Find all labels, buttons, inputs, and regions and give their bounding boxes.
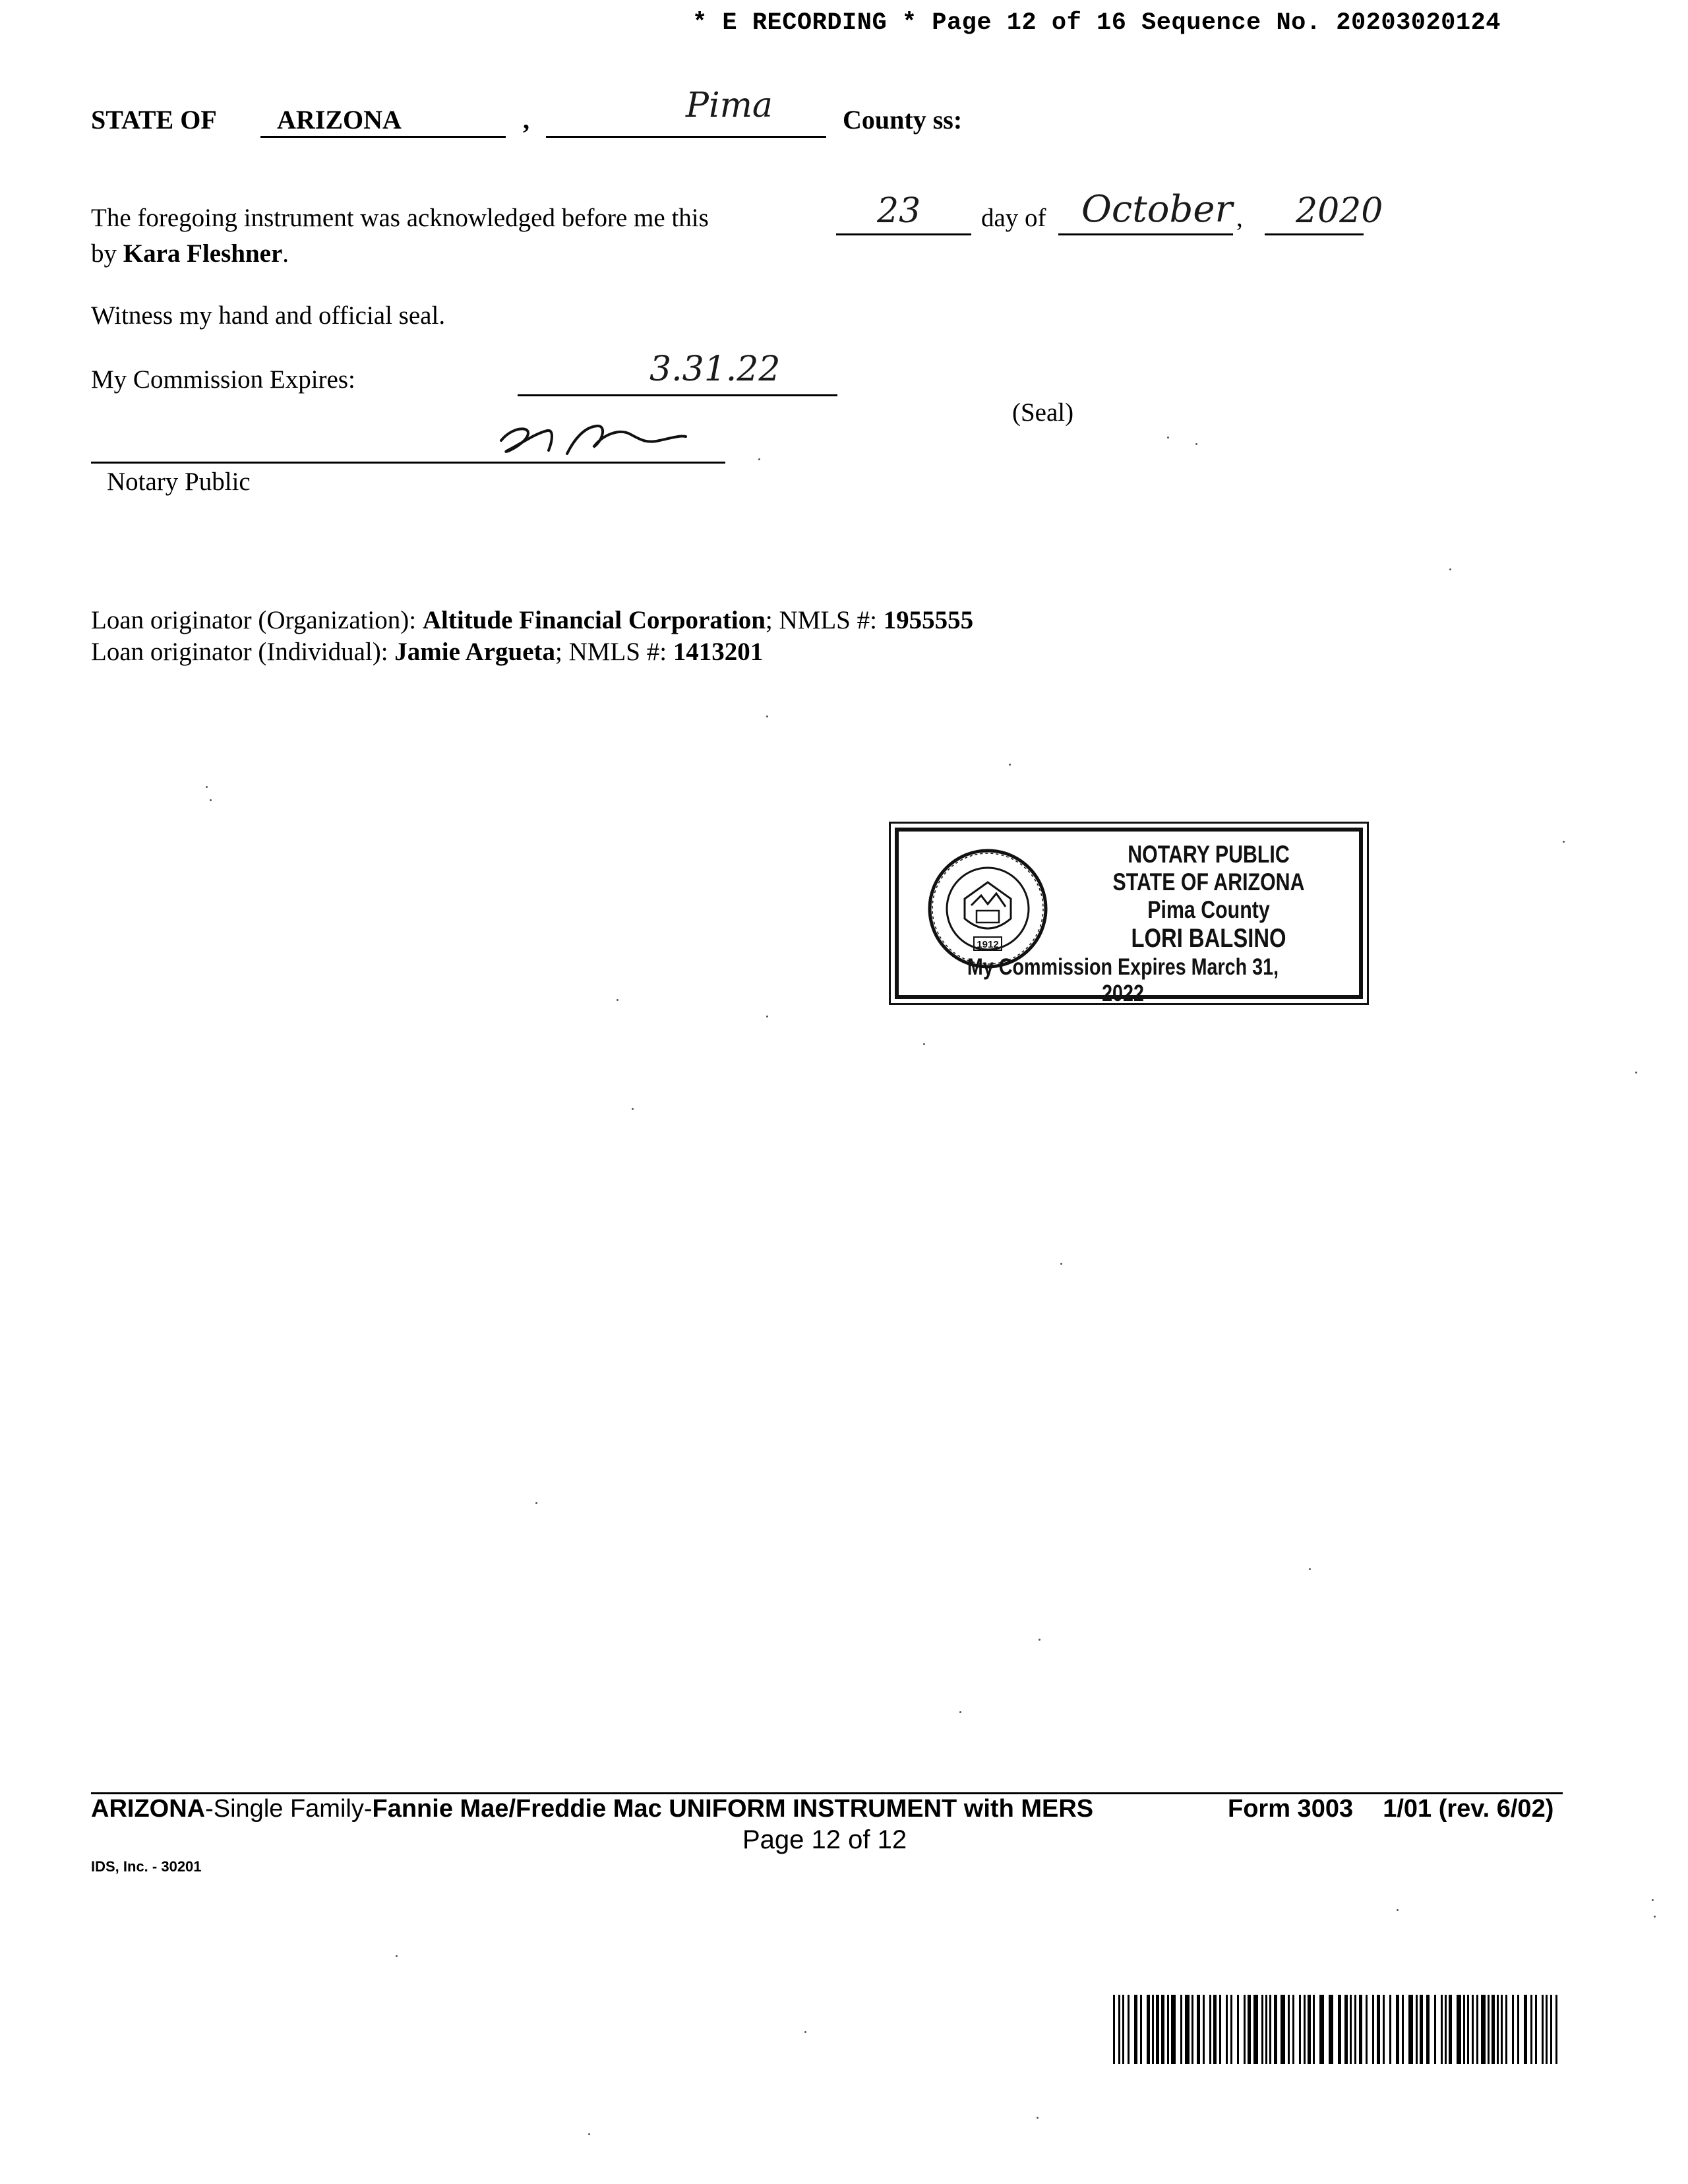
scan-speck [959,1711,961,1713]
stamp-line-1: NOTARY PUBLIC [1128,841,1290,868]
month-comma: , [1236,204,1243,232]
barcode-bar [1555,1995,1557,2064]
barcode-bar [1366,1995,1368,2064]
form-date: 1/01 (rev. 6/02) [1383,1795,1554,1823]
state-comma: , [523,105,529,135]
scan-speck [1449,568,1451,570]
barcode-bar [1542,1995,1544,2064]
barcode-bar [1185,1995,1190,2064]
notary-public-label: Notary Public [107,468,251,496]
county-handwritten: Pima [686,86,773,125]
barcode-bar [1171,1995,1176,2064]
barcode-bar [1197,1995,1200,2064]
footer-form-number [1228,1795,1553,1823]
county-underline [546,136,826,138]
barcode-bar [1377,1995,1380,2064]
barcode-bar [1445,1995,1447,2064]
barcode-bar [1118,1995,1120,2064]
barcode-bar [1219,1995,1221,2064]
scan-speck [758,458,760,460]
barcode-bar [1244,1995,1246,2064]
barcode-bar [1350,1995,1352,2064]
barcode-bar [1156,1995,1159,2064]
day-of-label: day of [981,204,1046,232]
barcode-bar [1152,1995,1154,2064]
barcode-bar [1308,1995,1311,2064]
barcode-bar [1230,1995,1232,2064]
scan-speck [766,715,768,717]
scan-speck [210,799,212,801]
barcode-bar [1313,1995,1315,2064]
org-nmls: 1955555 [883,606,974,634]
barcode-bar [1209,1995,1211,2064]
barcode-bar [1113,1995,1115,2064]
barcode-bar [1420,1995,1423,2064]
seal-year: 1912 [977,939,999,950]
month-handwritten: October [1081,188,1233,231]
org-nmls-prefix: ; NMLS #: [765,606,877,634]
arizona-seal-icon [925,846,1050,971]
scan-speck [1060,1263,1062,1265]
scan-speck [535,1502,537,1504]
stamp-line-3: Pima County [1147,896,1270,923]
barcode-bar [1441,1995,1443,2064]
barcode-bar [1550,1995,1552,2064]
scan-speck [1652,1899,1654,1901]
barcode-bar [1426,1995,1430,2064]
footer-page-number: Page 12 of 12 [742,1825,907,1854]
scan-speck [1563,841,1565,843]
scan-speck [1037,2117,1039,2119]
scan-speck [588,2133,590,2135]
barcode-bar [1134,1995,1137,2064]
barcode-bar [1505,1995,1507,2064]
barcode-bar [1530,1995,1532,2064]
barcode-bar [1389,1995,1391,2064]
barcode-bar [1354,1995,1356,2064]
barcode-bar [1269,1995,1271,2064]
by-prefix: by [91,239,117,268]
scan-speck [1195,443,1197,445]
org-prefix: Loan originator (Organization): [91,606,417,634]
barcode-bar [1122,1995,1124,2064]
barcode-bar [1167,1995,1169,2064]
barcode-bar [1338,1995,1341,2064]
barcode-bar [1213,1995,1217,2064]
footer-state: ARIZONA [91,1795,206,1823]
org-name: Altitude Financial Corporation [422,606,766,634]
notary-signature-line [91,462,725,464]
scan-speck [617,999,618,1001]
barcode-bar [1161,1995,1164,2064]
footer-form-description [91,1795,1093,1823]
by-suffix: . [282,239,289,268]
state-underline [260,136,506,138]
barcode-bar [1383,1995,1385,2064]
scan-speck [804,2031,806,2033]
scan-speck [1635,1072,1637,1074]
loan-originator-organization [91,605,973,635]
barcode-bar [1147,1995,1150,2064]
barcode-bar [1372,1995,1374,2064]
month-underline [1058,233,1233,235]
scan-speck [766,1016,768,1017]
day-handwritten: 23 [877,191,921,231]
commission-handwritten: 3.31.22 [649,349,781,389]
by-line [91,239,289,268]
barcode-bar [1128,1995,1130,2064]
barcode-bar [1492,1995,1495,2064]
stamp-line-4: LORI BALSINO [1131,924,1286,953]
barcode-bar [1402,1995,1404,2064]
year-handwritten: 2020 [1296,191,1383,231]
barcode-bar [1535,1995,1537,2064]
commission-underline [518,394,837,396]
witness-text: Witness my hand and official seal. [91,301,446,330]
instrument-text: The foregoing instrument was acknowledged before me this [91,204,709,232]
scan-speck [1397,1909,1399,1911]
ind-name: Jamie Argueta [394,638,555,666]
barcode-bar [1292,1995,1294,2064]
scan-speck [1654,1916,1656,1918]
footer-rule [91,1792,1563,1794]
barcode-bar [1226,1995,1228,2064]
scan-speck [1309,1568,1311,1570]
barcode-bar [1261,1995,1263,2064]
notary-stamp [895,828,1363,1006]
scan-speck [206,786,208,788]
scan-speck [396,1955,398,1957]
barcode-bar [1416,1995,1418,2064]
notary-signature-icon [488,414,712,467]
stamp-line-2: STATE OF ARIZONA [1112,868,1305,895]
barcode-bar [1329,1995,1333,2064]
year-underline [1265,233,1364,235]
barcode-bar [1299,1995,1301,2064]
barcode-bar [1546,1995,1548,2064]
state-value: ARIZONA [277,105,402,135]
scan-speck [1167,437,1169,439]
barcode-bar [1319,1995,1324,2064]
barcode-bar [1288,1995,1290,2064]
barcode-bar [1434,1995,1436,2064]
barcode-bar [1512,1995,1514,2064]
scan-speck [632,1108,634,1110]
barcode-bar [1281,1995,1285,2064]
barcode-bar [1497,1995,1499,2064]
barcode-bar [1488,1995,1490,2064]
barcode-bar [1253,1995,1258,2064]
barcode-bar [1481,1995,1486,2064]
state-label: STATE OF [91,105,217,135]
barcode-bar [1140,1995,1142,2064]
footer-desc-bold: Fannie Mae/Freddie Mac UNIFORM INSTRUMENT with MERS [372,1795,1094,1823]
scan-speck [1039,1639,1040,1641]
barcode-bar [1472,1995,1474,2064]
barcode-bar [1248,1995,1251,2064]
footer-vendor: IDS, Inc. - 30201 [91,1858,202,1875]
stamp-line-5: My Commission Expires March 31, 2022 [967,954,1279,1006]
ind-nmls-prefix: ; NMLS #: [555,638,667,666]
barcode-bar [1274,1995,1277,2064]
by-name: Kara Fleshner [123,239,283,268]
barcode-bar [1237,1995,1239,2064]
county-label: County ss: [843,105,963,135]
recording-header: * E RECORDING * Page 12 of 16 Sequence No. 20203020124 [692,9,1501,37]
seal-label: (Seal) [1012,398,1074,427]
barcode-bar [1524,1995,1527,2064]
barcode-bar [1344,1995,1348,2064]
footer-desc-plain: -Single Family- [205,1795,373,1823]
barcode-bar [1203,1995,1205,2064]
barcode-bar [1304,1995,1306,2064]
ind-nmls: 1413201 [673,638,764,666]
commission-label: My Commission Expires: [91,365,355,394]
barcode-bar [1467,1995,1469,2064]
form-number: Form 3003 [1228,1795,1354,1823]
barcode-bar [1476,1995,1478,2064]
barcode-icon [1113,1995,1561,2064]
barcode-bar [1359,1995,1362,2064]
loan-originator-individual [91,637,763,667]
barcode-bar [1180,1995,1182,2064]
scan-speck [923,1043,925,1045]
barcode-bar [1408,1995,1413,2064]
barcode-bar [1501,1995,1503,2064]
barcode-bar [1463,1995,1465,2064]
barcode-bar [1449,1995,1452,2064]
barcode-bar [1191,1995,1193,2064]
ind-prefix: Loan originator (Individual): [91,638,388,666]
day-underline [836,233,971,235]
barcode-bar [1457,1995,1461,2064]
barcode-bar [1517,1995,1519,2064]
barcode-bar [1396,1995,1399,2064]
barcode-bar [1265,1995,1267,2064]
scan-speck [1009,764,1011,766]
